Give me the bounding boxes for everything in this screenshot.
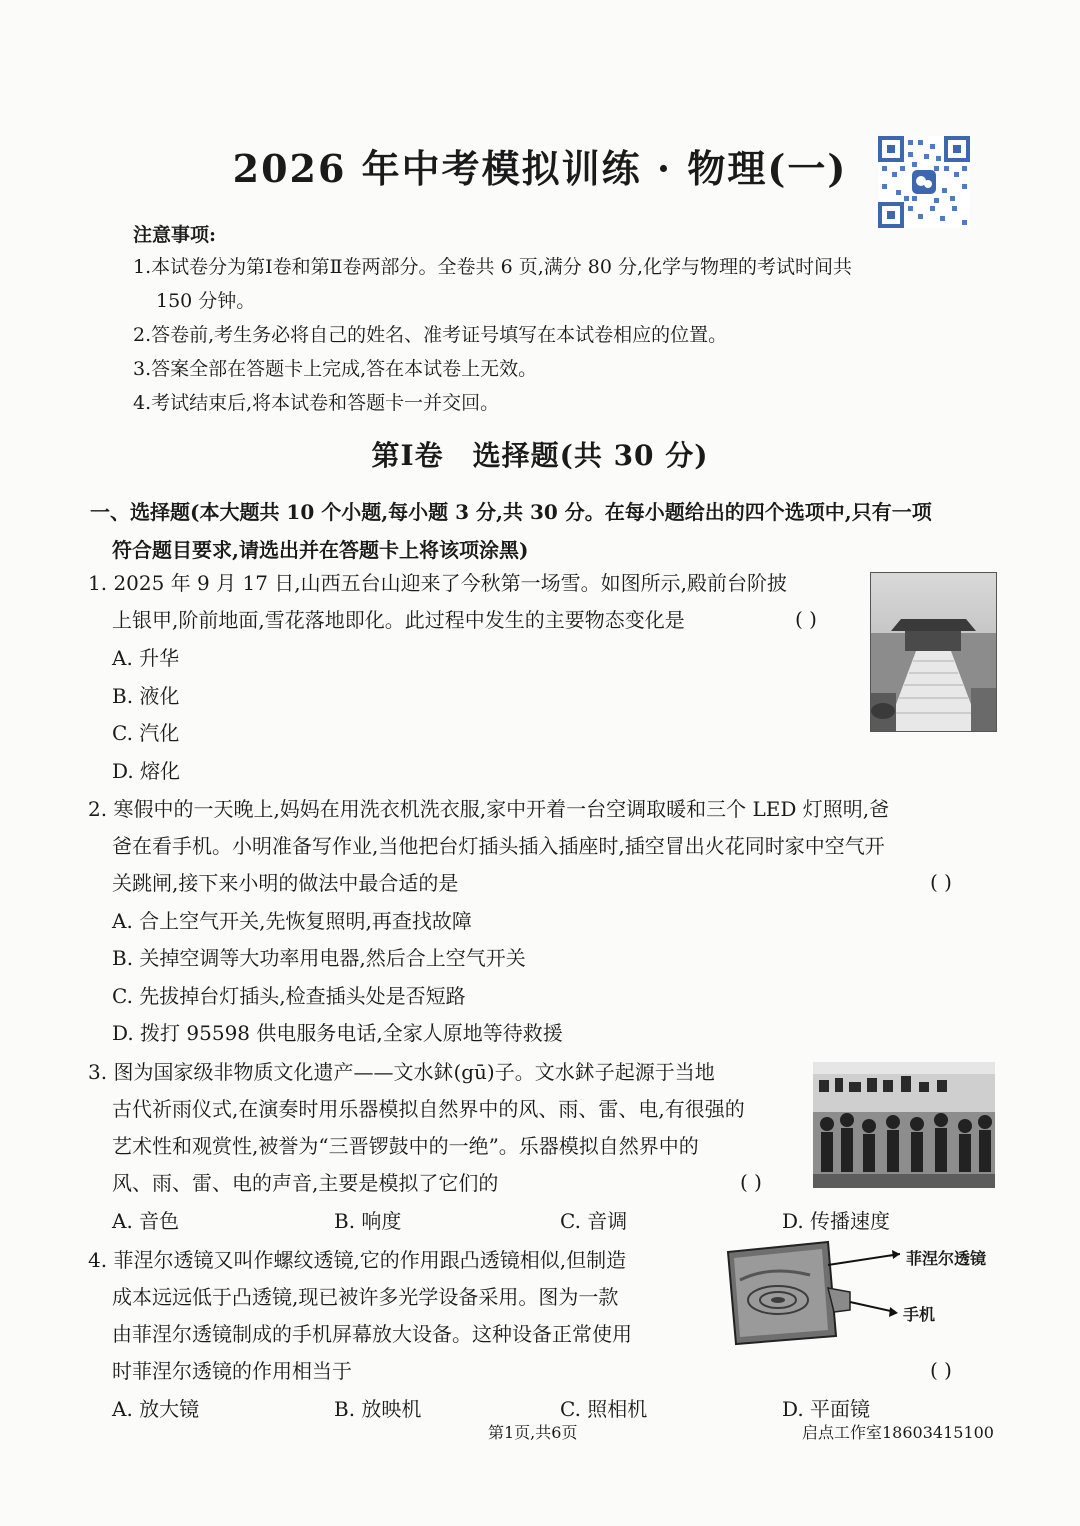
option: C. 先拔掉台灯插头,检查插头处是否短路 [112, 984, 466, 1008]
note-item: 1.本试卷分为第Ⅰ卷和第Ⅱ卷两部分。全卷共 6 页,满分 80 分,化学与物理的考试时间共 [133, 256, 853, 278]
qr-code [878, 136, 970, 228]
option: C. 汽化 [112, 721, 180, 745]
question-4-line: 由菲涅尔透镜制成的手机屏幕放大设备。这种设备正常使用 [112, 1322, 632, 1346]
answer-blank: ( ) [930, 870, 952, 894]
option: B. 关掉空调等大功率用电器,然后合上空气开关 [112, 946, 526, 970]
question-3-line: 艺术性和观赏性,被誉为“三晋锣鼓中的一绝”。乐器模拟自然界中的 [112, 1134, 699, 1158]
question-4-line: 成本远远低于凸透镜,现已被许多光学设备采用。图为一款 [112, 1285, 619, 1309]
temple-snow-photo [870, 572, 997, 732]
option: D. 平面镜 [782, 1397, 871, 1421]
part-instructions [90, 493, 1000, 569]
notes-heading: 注意事项: [133, 224, 217, 246]
question-1-line: 上银甲,阶前地面,雪花落地即化。此过程中发生的主要物态变化是 [112, 608, 685, 632]
option: A. 合上空气开关,先恢复照明,再查找故障 [112, 909, 472, 933]
note-item: 150 分钟。 [156, 290, 256, 312]
performance-photo [813, 1062, 995, 1188]
option: C. 音调 [560, 1209, 628, 1233]
option: A. 放大镜 [112, 1397, 200, 1421]
question-3-line: 风、雨、雷、电的声音,主要是模拟了它们的 [112, 1171, 499, 1195]
figure-label-fresnel: 菲涅尔透镜 [906, 1249, 987, 1268]
fresnel-device-figure [710, 1240, 900, 1350]
question-2-line: 爸在看手机。小明准备写作业,当他把台灯插头插入插座时,插空冒出火花同时家中空气开 [112, 834, 885, 858]
page-number: 第1页,共6页 [488, 1423, 578, 1442]
question-2-line: 2. 寒假中的一天晚上,妈妈在用洗衣机洗衣服,家中开着一台空调取暖和三个 LED 灯照明,爸 [88, 797, 890, 821]
part-instructions-line: 符合题目要求,请选出并在答题卡上将该项涂黑) [112, 538, 529, 562]
note-item: 2.答卷前,考生务必将自己的姓名、准考证号填写在本试卷相应的位置。 [133, 324, 728, 346]
option: A. 升华 [112, 646, 180, 670]
option: D. 拨打 95598 供电服务电话,全家人原地等待救援 [112, 1021, 563, 1045]
question-4-line: 时菲涅尔透镜的作用相当于 [112, 1359, 352, 1383]
question-3-line: 3. 图为国家级非物质文化遗产——文水鉥(gū)子。文水鉥子起源于当地 [88, 1060, 715, 1084]
note-item: 4.考试结束后,将本试卷和答题卡一并交回。 [133, 392, 500, 414]
section-title: 第Ⅰ卷 选择题(共 30 分) [371, 439, 709, 472]
exam-title: 2026 年中考模拟训练 · 物理(一) [232, 146, 848, 191]
answer-blank: ( ) [740, 1170, 762, 1194]
answer-blank: ( ) [930, 1358, 952, 1382]
question-4-line: 4. 菲涅尔透镜又叫作螺纹透镜,它的作用跟凸透镜相似,但制造 [88, 1248, 627, 1272]
figure-label-phone: 手机 [903, 1305, 936, 1324]
option: B. 液化 [112, 684, 180, 708]
option: C. 照相机 [560, 1397, 648, 1421]
question-1-line: 1. 2025 年 9 月 17 日,山西五台山迎来了今秋第一场雪。如图所示,殿前台阶披 [88, 571, 788, 595]
option: D. 传播速度 [782, 1209, 891, 1233]
question-3-line: 古代祈雨仪式,在演奏时用乐器模拟自然界中的风、雨、雷、电,有很强的 [112, 1097, 745, 1121]
option: D. 熔化 [112, 759, 181, 783]
option: B. 放映机 [334, 1397, 422, 1421]
option: B. 响度 [334, 1209, 402, 1233]
option: A. 音色 [112, 1209, 180, 1233]
part-instructions-line: 一、选择题(本大题共 10 个小题,每小题 3 分,共 30 分。在每小题给出的四个选项中,只有一项 [90, 500, 932, 524]
answer-blank: ( ) [795, 607, 817, 631]
studio-credit: 启点工作室18603415100 [802, 1423, 994, 1442]
question-2-line: 关跳闸,接下来小明的做法中最合适的是 [112, 871, 459, 895]
note-item: 3.答案全部在答题卡上完成,答在本试卷上无效。 [133, 358, 538, 380]
